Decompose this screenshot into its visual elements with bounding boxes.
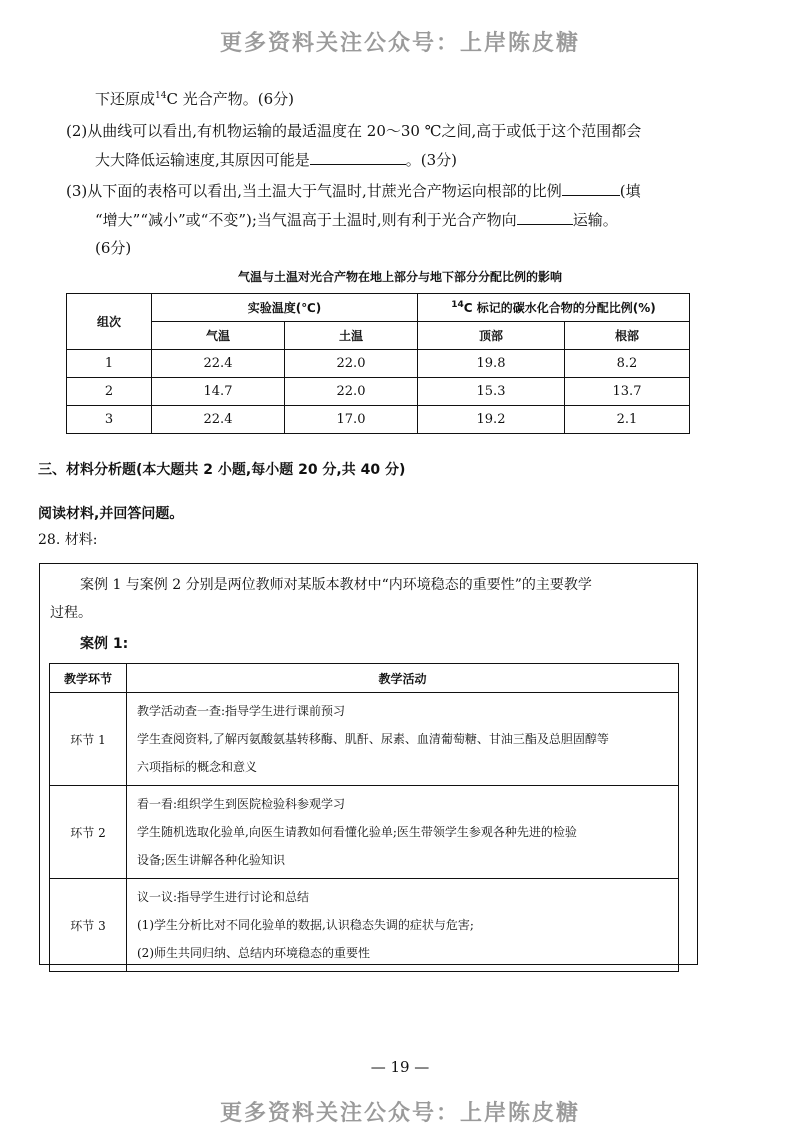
section-instruction: 阅读材料,并回答问题。 bbox=[38, 506, 184, 522]
table-row bbox=[50, 879, 679, 972]
table-row bbox=[50, 693, 679, 786]
q3-text-d: 运输。 bbox=[572, 211, 618, 229]
cell: 22.4 bbox=[152, 350, 285, 378]
q3-text-b: (填 bbox=[619, 182, 641, 200]
cell: 14.7 bbox=[152, 378, 285, 406]
stage-cell: 环节 2 bbox=[50, 786, 127, 879]
subheader-soil-temp: 土温 bbox=[285, 322, 418, 350]
activity-cell bbox=[127, 879, 679, 972]
q3-text-a: (3)从下面的表格可以看出,当土温大于气温时,甘蔗光合产物运向根部的比例 bbox=[66, 182, 562, 200]
header-temperature: 实验温度(℃) bbox=[152, 294, 418, 322]
stage-cell: 环节 1 bbox=[50, 693, 127, 786]
question-2-line-2 bbox=[95, 150, 457, 170]
material-intro-line-1: 案例 1 与案例 2 分别是两位教师对某版本教材中“内环境稳态的重要性”的主要教学 bbox=[80, 577, 592, 593]
q1-text-a: 下还原成 bbox=[95, 90, 156, 108]
subheader-root: 根部 bbox=[565, 322, 690, 350]
question-3-line-3: (6分) bbox=[95, 239, 132, 257]
q1-text-b: C 光合产物。(6分) bbox=[166, 90, 294, 108]
cell: 8.2 bbox=[565, 350, 690, 378]
cell: 2.1 bbox=[565, 406, 690, 434]
question-1-tail bbox=[95, 86, 294, 109]
section-title: 三、材料分析题(本大题共 2 小题,每小题 20 分,共 40 分) bbox=[38, 462, 406, 478]
cell: 2 bbox=[67, 378, 152, 406]
teaching-process-table bbox=[49, 663, 679, 972]
cell: 3 bbox=[67, 406, 152, 434]
header-ratio-sup: 14 bbox=[451, 300, 464, 310]
cell: 15.3 bbox=[418, 378, 565, 406]
cell: 13.7 bbox=[565, 378, 690, 406]
table-row bbox=[67, 406, 690, 434]
activity-cell bbox=[127, 786, 679, 879]
q2-text-a: 大大降低运输速度,其原因可能是 bbox=[95, 151, 310, 169]
temperature-table bbox=[66, 293, 690, 434]
activity-line: 学生随机选取化验单,向医生请教如何看懂化验单;医生带领学生参观各种先进的检验 bbox=[137, 825, 577, 839]
watermark-bottom: 更多资料关注公众号：上岸陈皮糖 bbox=[219, 1101, 580, 1126]
table-row bbox=[67, 378, 690, 406]
q1-superscript: 14 bbox=[155, 91, 167, 101]
header-group: 组次 bbox=[67, 294, 152, 350]
activity-line: (1)学生分析比对不同化验单的数据,认识稳态失调的症状与危害; bbox=[137, 918, 474, 932]
header-ratio bbox=[418, 294, 690, 322]
q3-answer-blank-1[interactable] bbox=[562, 181, 620, 196]
table-row bbox=[50, 786, 679, 879]
activity-line: 看一看:组织学生到医院检验科参观学习 bbox=[137, 797, 346, 811]
activity-line: 教学活动查一查:指导学生进行课前预习 bbox=[137, 704, 346, 718]
stage-cell: 环节 3 bbox=[50, 879, 127, 972]
header-ratio-text: C 标记的碳水化合物的分配比例(%) bbox=[463, 301, 656, 315]
subheader-top: 顶部 bbox=[418, 322, 565, 350]
subheader-air-temp: 气温 bbox=[152, 322, 285, 350]
question-3-line-2 bbox=[95, 210, 618, 230]
activity-cell bbox=[127, 693, 679, 786]
watermark-top: 更多资料关注公众号：上岸陈皮糖 bbox=[219, 31, 580, 56]
q2-text-b: 。(3分) bbox=[405, 151, 458, 169]
activity-line: 学生查阅资料,了解丙氨酸氨基转移酶、肌酐、尿素、血清葡萄糖、甘油三酯及总胆固醇等 bbox=[137, 732, 609, 746]
cell: 1 bbox=[67, 350, 152, 378]
material-intro-line-2: 过程。 bbox=[50, 605, 92, 621]
activity-line: 议一议:指导学生进行讨论和总结 bbox=[137, 890, 310, 904]
cell: 19.8 bbox=[418, 350, 565, 378]
question-28-label: 28. 材料: bbox=[38, 532, 98, 548]
activity-line: 六项指标的概念和意义 bbox=[137, 760, 258, 774]
q2-answer-blank[interactable] bbox=[310, 150, 406, 165]
activity-line: 设备;医生讲解各种化验知识 bbox=[137, 853, 286, 867]
table-caption: 气温与土温对光合产物在地上部分与地下部分分配比例的影响 bbox=[237, 270, 562, 284]
cell: 19.2 bbox=[418, 406, 565, 434]
page-number: — 19 — bbox=[370, 1058, 430, 1076]
question-3-line-1 bbox=[66, 181, 641, 201]
cell: 22.0 bbox=[285, 378, 418, 406]
q3-text-c: “增大”“减小”或“不变”);当气温高于土温时,则有利于光合产物向 bbox=[95, 211, 517, 229]
question-2-line-1: (2)从曲线可以看出,有机物运输的最适温度在 20～30 ℃之间,高于或低于这个范围都会 bbox=[66, 122, 642, 140]
case-label: 案例 1: bbox=[80, 636, 129, 652]
cell: 17.0 bbox=[285, 406, 418, 434]
table-row bbox=[67, 350, 690, 378]
cell: 22.0 bbox=[285, 350, 418, 378]
header-stage: 教学环节 bbox=[50, 664, 127, 693]
q3-answer-blank-2[interactable] bbox=[517, 210, 573, 225]
header-activity: 教学活动 bbox=[127, 664, 679, 693]
cell: 22.4 bbox=[152, 406, 285, 434]
activity-line: (2)师生共同归纳、总结内环境稳态的重要性 bbox=[137, 946, 370, 960]
